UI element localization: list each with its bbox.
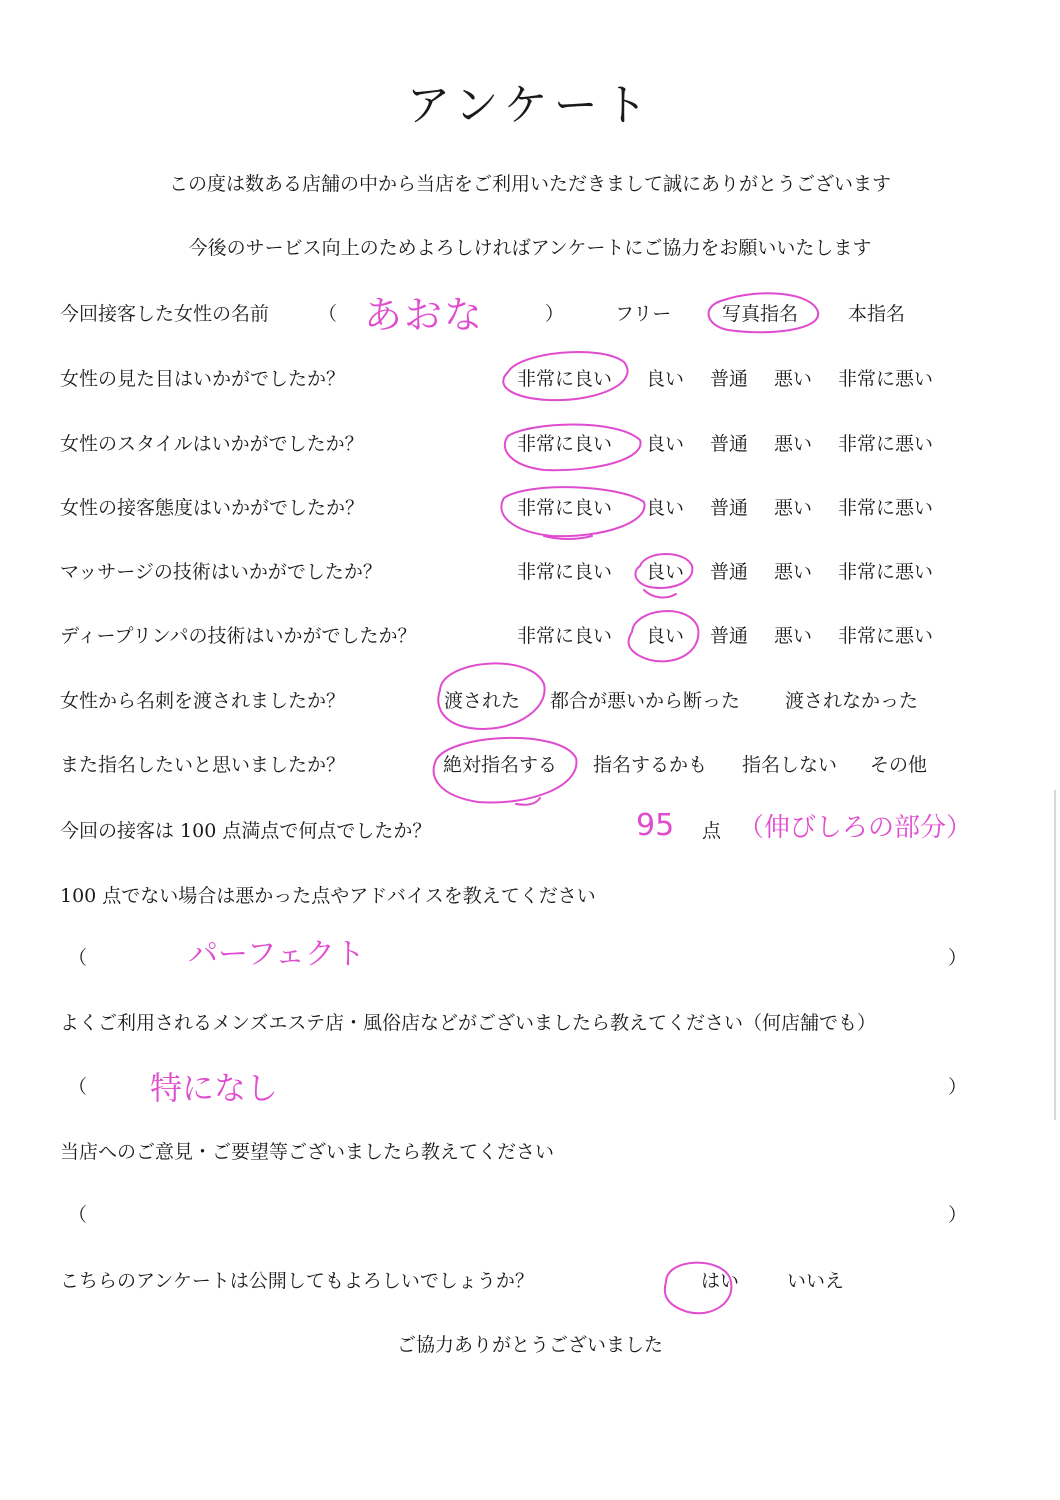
opinion-close-paren: ）	[948, 1204, 968, 1226]
rating-q5-label: ディープリンパの技術はいかがでしたか？	[60, 625, 417, 647]
card-option-not-given[interactable]: 渡されなかった	[785, 690, 919, 712]
name-close-paren: ）	[545, 303, 565, 325]
rating-q3-bad[interactable]: 悪い	[774, 497, 813, 519]
survey-title: アンケート	[406, 80, 654, 131]
rating-q4-very-good[interactable]: 非常に良い	[517, 561, 613, 583]
advice-question-label: 100 点でない場合は悪かった点やアドバイスを教えてください	[60, 885, 596, 907]
repeat-option-definitely[interactable]: 絶対指名する	[443, 754, 558, 776]
intro-line-1: この度は数ある店舗の中から当店をご利用いただきまして誠にありがとうございます	[168, 173, 891, 195]
rating-q2-good[interactable]: 良い	[646, 433, 685, 455]
advice-open-paren: （	[68, 947, 88, 969]
opinion-question-label: 当店へのご意見・ご要望等ございましたら教えてください	[60, 1141, 555, 1163]
scan-edge-shadow	[1054, 790, 1056, 1120]
publish-question-label: こちらのアンケートは公開してもよろしいでしょうか？	[60, 1270, 534, 1292]
rating-q4-label: マッサージの技術はいかがでしたか？	[60, 561, 382, 583]
publish-option-yes[interactable]: はい	[701, 1270, 740, 1292]
handwritten-score: 95	[636, 808, 675, 843]
card-option-declined[interactable]: 都合が悪いから断った	[550, 690, 741, 712]
rating-q3-very-good[interactable]: 非常に良い	[517, 497, 613, 519]
other-shops-open-paren: （	[68, 1076, 88, 1098]
publish-option-no[interactable]: いいえ	[787, 1270, 845, 1292]
rating-q3-very-bad[interactable]: 非常に悪い	[838, 497, 934, 519]
rating-q4-very-bad[interactable]: 非常に悪い	[838, 561, 934, 583]
card-question-label: 女性から名刺を渡されましたか？	[60, 690, 346, 712]
rating-q5-very-good[interactable]: 非常に良い	[517, 625, 613, 647]
rating-q1-very-good[interactable]: 非常に良い	[517, 368, 613, 390]
rating-q3-normal[interactable]: 普通	[710, 497, 749, 519]
rating-q3-good[interactable]: 良い	[646, 497, 685, 519]
handwritten-score-note: （伸びしろの部分）	[738, 813, 973, 843]
rating-q5-good[interactable]: 良い	[646, 625, 685, 647]
rating-q3-label: 女性の接客態度はいかがでしたか？	[60, 497, 365, 519]
name-question-label: 今回接客した女性の名前	[60, 303, 270, 325]
score-unit: 点	[702, 820, 722, 842]
rating-q5-very-bad[interactable]: 非常に悪い	[838, 625, 934, 647]
closing-message: ご協力ありがとうございました	[396, 1334, 663, 1356]
rating-q1-normal[interactable]: 普通	[710, 368, 749, 390]
repeat-option-no[interactable]: 指名しない	[742, 754, 838, 776]
advice-close-paren: ）	[948, 947, 968, 969]
intro-line-2: 今後のサービス向上のためよろしければアンケートにご協力をお願いいたします	[188, 237, 872, 259]
repeat-option-maybe[interactable]: 指名するかも	[593, 754, 708, 776]
handwritten-other-shops: 特になし	[150, 1069, 279, 1107]
option-regular-nomination[interactable]: 本指名	[848, 303, 906, 325]
repeat-question-label: また指名したいと思いましたか？	[60, 754, 346, 776]
rating-q4-normal[interactable]: 普通	[710, 561, 749, 583]
rating-q1-bad[interactable]: 悪い	[774, 368, 813, 390]
opinion-open-paren: （	[68, 1204, 88, 1226]
rating-q5-normal[interactable]: 普通	[710, 625, 749, 647]
repeat-option-other[interactable]: その他	[870, 754, 928, 776]
score-question-label: 今回の接客は 100 点満点で何点でしたか？	[60, 820, 432, 842]
rating-q4-good[interactable]: 良い	[646, 561, 685, 583]
rating-q1-good[interactable]: 良い	[646, 368, 685, 390]
name-open-paren: （	[318, 303, 338, 325]
handwritten-name: あおな	[364, 293, 485, 337]
rating-q2-bad[interactable]: 悪い	[774, 433, 813, 455]
rating-q2-very-bad[interactable]: 非常に悪い	[838, 433, 934, 455]
rating-q2-very-good[interactable]: 非常に良い	[517, 433, 613, 455]
option-photo-nomination[interactable]: 写真指名	[722, 303, 799, 325]
rating-q5-bad[interactable]: 悪い	[774, 625, 813, 647]
other-shops-close-paren: ）	[948, 1076, 968, 1098]
rating-q1-very-bad[interactable]: 非常に悪い	[838, 368, 934, 390]
rating-q1-label: 女性の見た目はいかがでしたか？	[60, 368, 346, 390]
rating-q2-label: 女性のスタイルはいかがでしたか？	[60, 433, 364, 455]
rating-q2-normal[interactable]: 普通	[710, 433, 749, 455]
other-shops-question-label: よくご利用されるメンズエステ店・風俗店などがございましたら教えてください（何店舗でも）	[60, 1012, 877, 1034]
rating-q4-bad[interactable]: 悪い	[774, 561, 813, 583]
card-option-given[interactable]: 渡された	[444, 690, 521, 712]
handwritten-advice: パーフェクト	[188, 937, 365, 972]
option-free[interactable]: フリー	[615, 303, 672, 325]
